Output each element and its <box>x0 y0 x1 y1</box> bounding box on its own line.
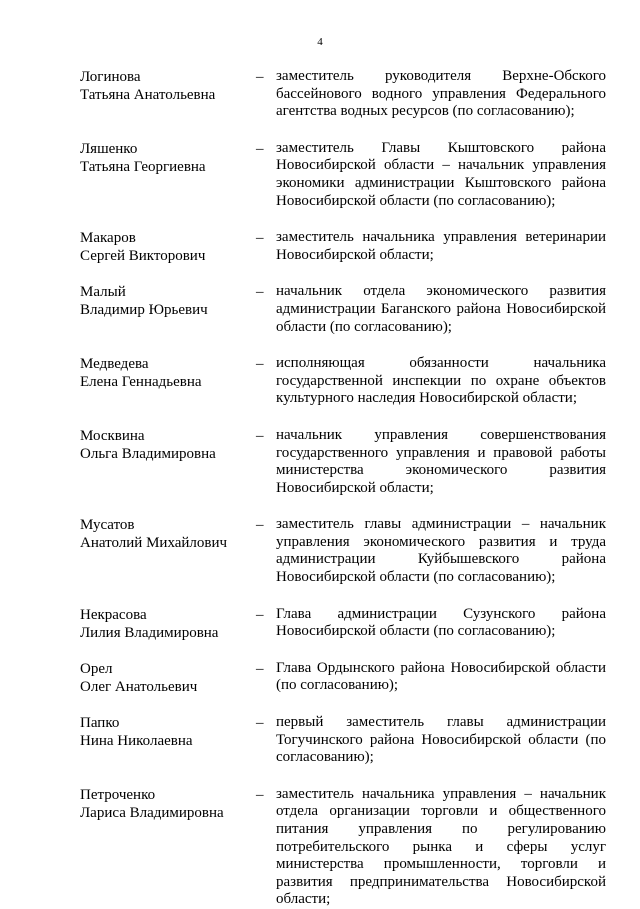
member-given-name: Олег Анатольевич <box>80 678 198 695</box>
member-given-name: Татьяна Георгиевна <box>80 158 206 175</box>
member-surname: Малый <box>80 284 126 301</box>
member-position: исполняющая обязанности начальника государственной инспекции по охране объектов культурного наследия Новосибирской области; <box>276 355 606 407</box>
member-surname: Макаров <box>80 230 136 247</box>
member-given-name: Лилия Владимировна <box>80 624 219 641</box>
member-surname: Москвина <box>80 427 145 444</box>
member-given-name: Елена Геннадьевна <box>80 374 202 391</box>
member-position: заместитель Главы Кыштовского района Новосибирской области – начальник управления экономики администрации Кыштовского района Новосибирской области (по согласованию); <box>276 139 606 209</box>
member-surname: Папко <box>80 715 120 732</box>
member-name <box>80 229 250 265</box>
list-item <box>0 516 640 586</box>
separator-dash: – <box>256 715 264 732</box>
member-position: первый заместитель главы администрации Тогучинского района Новосибирской области (по согласованию); <box>276 714 606 766</box>
member-name <box>80 283 250 319</box>
list-item <box>0 140 640 210</box>
member-surname: Мусатов <box>80 517 135 534</box>
separator-dash: – <box>256 230 264 247</box>
member-name <box>80 355 250 391</box>
page-number: 4 <box>317 36 323 48</box>
member-position: заместитель руководителя Верхне-Обского бассейнового водного управления Федерального агентства водных ресурсов (по согласованию); <box>276 68 606 120</box>
member-position: начальник отдела экономического развития администрации Баганского района Новосибирской области (по согласованию); <box>276 283 606 335</box>
member-name <box>80 516 250 552</box>
list-item <box>0 427 640 497</box>
list-item <box>0 660 640 695</box>
separator-dash: – <box>256 660 264 677</box>
member-surname: Ляшенко <box>80 140 138 157</box>
member-given-name: Татьяна Анатольевна <box>80 87 216 103</box>
member-name <box>80 660 250 696</box>
member-given-name: Сергей Викторович <box>80 248 206 265</box>
member-surname: Логинова <box>80 69 141 85</box>
list-item <box>0 606 640 641</box>
separator-dash: – <box>256 786 264 803</box>
member-name <box>80 606 250 642</box>
member-position: Глава Ордынского района Новосибирской области (по согласованию); <box>276 659 606 694</box>
separator-dash: – <box>256 427 264 444</box>
member-surname: Некрасова <box>80 606 147 623</box>
member-given-name: Лариса Владимировна <box>80 804 224 821</box>
separator-dash: – <box>256 69 264 85</box>
member-name <box>80 786 250 822</box>
member-list <box>0 68 640 909</box>
member-position: заместитель главы администрации – начальник управления экономического развития и труда администрации Куйбышевского района Новосибирской области (по согласованию); <box>276 516 606 586</box>
list-item <box>0 229 640 264</box>
member-given-name: Нина Николаевна <box>80 733 193 750</box>
list-item <box>0 355 640 408</box>
separator-dash: – <box>256 606 264 623</box>
member-given-name: Анатолий Михайлович <box>80 535 228 552</box>
member-surname: Петроченко <box>80 786 156 803</box>
member-position: начальник управления совершенствования государственного управления и правовой работы министерства экономического развития Новосибирской области; <box>276 426 606 496</box>
member-name <box>80 714 250 750</box>
member-surname: Медведева <box>80 356 149 373</box>
member-position: заместитель начальника управления ветеринарии Новосибирской области; <box>276 229 606 263</box>
list-item <box>0 714 640 767</box>
member-name <box>80 140 250 176</box>
member-position: заместитель начальника управления – начальник отдела организации торговли и общественного питания управления по регулированию потребительского рынка и сферы услуг министерства промышленности, торговли и развития предпринимательства Новосибирской области; <box>276 785 606 908</box>
list-item <box>0 283 640 336</box>
member-given-name: Владимир Юрьевич <box>80 302 208 319</box>
list-item <box>0 786 640 909</box>
member-name <box>80 427 250 463</box>
list-item <box>0 68 640 121</box>
member-position: Глава администрации Сузунского района Новосибирской области (по согласованию); <box>276 605 606 640</box>
separator-dash: – <box>256 140 264 157</box>
member-given-name: Ольга Владимировна <box>80 445 216 462</box>
separator-dash: – <box>256 284 264 301</box>
member-surname: Орел <box>80 660 113 677</box>
separator-dash: – <box>256 356 264 373</box>
separator-dash: – <box>256 517 264 534</box>
member-name <box>80 68 250 104</box>
